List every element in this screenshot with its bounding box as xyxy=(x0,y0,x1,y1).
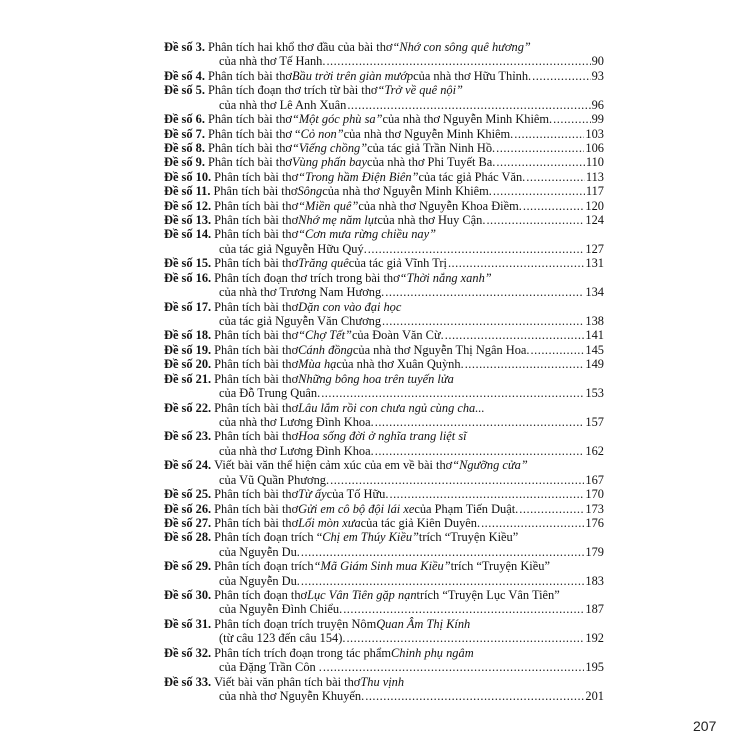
entry-work-title: “Chợ Tết” xyxy=(298,328,352,343)
toc-entry xyxy=(164,487,604,501)
entry-label: Đề số 3. xyxy=(164,40,205,54)
toc-entry-line xyxy=(164,631,604,645)
entry-work-title: “Ngưỡng cửa” xyxy=(452,458,528,473)
entry-text: Phân tích bài thơ xyxy=(214,198,299,213)
entry-page-number: 99 xyxy=(591,112,604,127)
entry-label: Đề số 33. xyxy=(164,674,212,689)
entry-text: Phân tích bài thơ xyxy=(214,515,299,530)
entry-work-title: “Trở về quê nội” xyxy=(377,83,463,98)
entry-work-title: Chị em Thúy Kiều” xyxy=(322,530,419,545)
entry-text: Phân tích đoạn trích xyxy=(214,559,314,574)
entry-page-number: 183 xyxy=(585,573,604,588)
toc-entry xyxy=(164,300,604,329)
entry-page-number: 170 xyxy=(585,487,604,502)
entry-page-number: 162 xyxy=(585,443,604,458)
entry-label: Đề số 9. xyxy=(164,155,205,170)
dot-leader xyxy=(343,602,584,616)
entry-text: Phân tích bài thơ “ xyxy=(207,126,301,141)
toc-entry-line xyxy=(164,487,604,501)
entry-author: của nhà thơ Lương Đình Khoa. xyxy=(219,443,374,458)
entry-work-title: Vùng phấn bay xyxy=(291,155,367,170)
entry-page-number: 93 xyxy=(591,68,604,83)
entry-text: của nhà thơ Nguyễn Minh Khiêm. xyxy=(382,112,553,127)
toc-entry xyxy=(164,170,604,184)
toc-entry-line xyxy=(164,689,604,703)
entry-page-number: 145 xyxy=(585,342,604,357)
entry-work-title: Sông xyxy=(297,184,323,199)
entry-label: Đề số 24. xyxy=(164,458,212,473)
toc-entry-line xyxy=(164,386,604,400)
entry-text: Phân tích bài thơ xyxy=(214,169,299,184)
entry-text: Phân tích bài thơ xyxy=(214,487,299,502)
entry-label: Đề số 26. xyxy=(164,501,212,516)
entry-label: Đề số 21. xyxy=(164,371,212,386)
entry-text: của Tố Hữu. xyxy=(326,487,389,502)
dot-leader xyxy=(326,54,590,68)
entry-page-number: 113 xyxy=(585,169,604,184)
entry-page-number: 103 xyxy=(585,126,604,141)
entry-work-title: Gửi em cô bộ đội lái xe xyxy=(298,501,415,516)
entry-text: Phân tích bài thơ xyxy=(207,140,292,155)
entry-work-title: Lâu lắm rồi con chưa ngủ cùng cha... xyxy=(298,400,485,415)
entry-label: Đề số 18. xyxy=(164,328,212,343)
dot-leader xyxy=(347,98,590,112)
table-of-contents xyxy=(164,40,604,703)
entry-author: của nhà thơ Nguyễn Khuyến. xyxy=(219,688,365,703)
dot-leader xyxy=(523,199,585,213)
entry-label: Đề số 8. xyxy=(164,140,205,155)
entry-label: Đề số 25. xyxy=(164,487,212,502)
entry-work-title: Cỏ non” xyxy=(300,126,344,141)
dot-leader xyxy=(445,328,585,342)
dot-leader xyxy=(532,69,590,83)
dot-leader xyxy=(346,631,584,645)
entry-text: của nhà thơ Huy Cận. xyxy=(377,213,486,228)
toc-entry-line xyxy=(164,372,604,386)
entry-author: của Đỗ Trung Quân. xyxy=(219,386,321,401)
toc-entry-line xyxy=(164,473,604,487)
toc-entry-line xyxy=(164,530,604,544)
entry-text: Phân tích bài thơ xyxy=(214,429,299,444)
entry-work-title: “Trong hầm Điện Biên” xyxy=(298,169,419,184)
toc-entry xyxy=(164,83,604,112)
toc-entry-line xyxy=(164,516,604,530)
entry-work-title: Trăng quê xyxy=(298,256,349,271)
entry-text: của Phạm Tiến Duật. xyxy=(414,501,519,516)
entry-text: Phân tích bài thơ xyxy=(214,342,299,357)
entry-text: của nhà thơ Nguyễn Thị Ngân Hoa. xyxy=(352,342,530,357)
entry-text: Phân tích đoạn trích truyện Nôm xyxy=(214,616,377,631)
entry-text: của tác giả Phác Văn. xyxy=(418,169,526,184)
entry-text: trích “Truyện Kiều” xyxy=(450,559,550,574)
toc-entry-line xyxy=(164,429,604,443)
toc-entry-line xyxy=(164,242,604,256)
toc-entry-line xyxy=(164,314,604,328)
entry-work-title: “Miền quê” xyxy=(298,198,359,213)
entry-work-title: Cánh đồng xyxy=(298,342,353,357)
entry-work-title: Chinh phụ ngâm xyxy=(391,645,474,660)
toc-entry-line xyxy=(164,69,604,83)
dot-leader xyxy=(382,314,584,328)
entry-work-title: “Nhớ con sông quê hương” xyxy=(392,40,531,54)
entry-label: Đề số 12. xyxy=(164,198,212,213)
entry-label: Đề số 28. xyxy=(164,530,212,545)
entry-page-number: 157 xyxy=(585,414,604,429)
entry-text: Phân tích bài thơ xyxy=(214,400,299,415)
entry-work-title: “Thời nắng xanh” xyxy=(399,270,492,285)
entry-work-title: Nhớ mẹ năm lụt xyxy=(298,213,378,228)
toc-entry xyxy=(164,530,604,559)
entry-page-number: 134 xyxy=(585,285,604,300)
entry-work-title: Lối mòn xưa xyxy=(298,515,361,530)
entry-text: Phân tích bài thơ xyxy=(214,501,299,516)
entry-page-number: 117 xyxy=(585,184,604,199)
toc-entry xyxy=(164,559,604,588)
entry-label: Đề số 23. xyxy=(164,429,212,444)
dot-leader xyxy=(323,660,585,674)
entry-label: Đề số 16. xyxy=(164,270,212,285)
entry-text: của nhà thơ Nguyễn Minh Khiêm. xyxy=(322,184,492,199)
entry-text: Phân tích bài thơ xyxy=(214,213,299,228)
entry-work-title: Thu vịnh xyxy=(360,674,405,689)
entry-text: của tác giả Vĩnh Trị xyxy=(348,256,447,271)
dot-leader xyxy=(385,285,584,299)
entry-label: Đề số 19. xyxy=(164,342,212,357)
dot-leader xyxy=(448,256,584,270)
toc-entry-line xyxy=(164,343,604,357)
dot-leader xyxy=(493,184,585,198)
entry-label: Đề số 6. xyxy=(164,112,205,127)
entry-label: Đề số 22. xyxy=(164,400,212,415)
entry-text: Phân tích bài thơ xyxy=(207,68,292,83)
toc-entry-line xyxy=(164,285,604,299)
entry-author: của Vũ Quần Phương. xyxy=(219,472,330,487)
entry-page-number: 90 xyxy=(591,54,604,69)
entry-page-number: 131 xyxy=(585,256,604,271)
entry-page-number: 167 xyxy=(585,472,604,487)
entry-text: trích “Truyện Lục Vân Tiên” xyxy=(416,588,560,603)
toc-entry-line xyxy=(164,328,604,342)
entry-author: của nhà thơ Lương Đình Khoa. xyxy=(219,414,374,429)
entry-work-title: Hoa sống đời ở nghĩa trang liệt sĩ xyxy=(298,429,467,444)
toc-entry xyxy=(164,429,604,458)
toc-entry-line xyxy=(164,675,604,689)
toc-entry-line xyxy=(164,227,604,241)
toc-entry-line xyxy=(164,646,604,660)
toc-entry xyxy=(164,646,604,675)
toc-entry-line xyxy=(164,112,604,126)
toc-entry-line xyxy=(164,458,604,472)
entry-label: Đề số 30. xyxy=(164,588,212,603)
entry-label: Đề số 27. xyxy=(164,515,212,530)
dot-leader xyxy=(486,213,584,227)
entry-page-number: 195 xyxy=(585,660,604,675)
toc-entry xyxy=(164,675,604,704)
toc-entry-line xyxy=(164,574,604,588)
toc-entry xyxy=(164,184,604,198)
entry-author: của nhà thơ Lê Anh Xuân xyxy=(219,97,347,112)
toc-entry xyxy=(164,69,604,83)
entry-work-title: Từ ấy xyxy=(298,487,327,502)
entry-author: của Nguyễn Du. xyxy=(219,573,300,588)
toc-entry xyxy=(164,401,604,430)
entry-page-number: 141 xyxy=(585,328,604,343)
entry-page-number: 192 xyxy=(585,631,604,646)
entry-text: của Đoàn Văn Cừ. xyxy=(351,328,444,343)
dot-leader xyxy=(553,112,590,126)
toc-entry-line xyxy=(164,502,604,516)
toc-entry xyxy=(164,372,604,401)
entry-work-title: Bầu trời trên giàn mướp xyxy=(291,68,414,83)
toc-entry xyxy=(164,40,604,69)
entry-author: của nhà thơ Tế Hanh. xyxy=(219,54,326,69)
entry-work-title: Lục Vân Tiên gặp nạn xyxy=(307,588,417,603)
toc-entry-line xyxy=(164,660,604,674)
toc-entry-line xyxy=(164,545,604,559)
entry-work-title: “Mã Giám Sinh mua Kiều” xyxy=(313,559,451,574)
toc-entry xyxy=(164,271,604,300)
entry-text: của tác giả Trần Ninh Hồ. xyxy=(367,140,496,155)
toc-entry xyxy=(164,141,604,155)
toc-entry-line xyxy=(164,617,604,631)
toc-entry xyxy=(164,127,604,141)
entry-label: Đề số 13. xyxy=(164,213,212,228)
entry-label: Đề số 5. xyxy=(164,83,205,98)
toc-entry xyxy=(164,516,604,530)
entry-text: Phân tích bài thơ xyxy=(214,357,299,372)
entry-work-title: “Một góc phù sa” xyxy=(291,112,383,127)
entry-text: Phân tích bài thơ xyxy=(207,112,292,127)
toc-entry-line xyxy=(164,98,604,112)
dot-leader xyxy=(330,473,584,487)
entry-page-number: 138 xyxy=(585,314,604,329)
toc-entry-line xyxy=(164,401,604,415)
entry-text: trích “Truyện Kiều” xyxy=(418,530,519,545)
entry-text: của nhà thơ Hữu Thỉnh. xyxy=(413,68,532,83)
entry-page-number: 96 xyxy=(591,97,604,112)
entry-author: (từ câu 123 đến câu 154). xyxy=(219,631,346,646)
entry-text: của nhà thơ Nguyễn Minh Khiêm. xyxy=(343,126,514,141)
entry-text: Phân tích bài thơ xyxy=(214,328,299,343)
dot-leader xyxy=(375,444,585,458)
entry-text: của nhà thơ Phi Tuyết Ba. xyxy=(366,155,496,170)
entry-text: Phân tích bài thơ xyxy=(214,227,299,242)
entry-page-number: 127 xyxy=(585,241,604,256)
dot-leader xyxy=(365,689,584,703)
entry-work-title: Mùa hạ xyxy=(298,357,337,372)
entry-text: Phân tích bài thơ xyxy=(213,184,298,199)
entry-label: Đề số 10. xyxy=(164,169,212,184)
entry-label: Đề số 15. xyxy=(164,256,212,271)
toc-entry-line xyxy=(164,213,604,227)
entry-page-number: 153 xyxy=(585,386,604,401)
toc-entry xyxy=(164,155,604,169)
entry-text: Phân tích đoạn thơ trích từ bài thơ xyxy=(207,83,378,98)
entry-author: của Nguyễn Đình Chiểu. xyxy=(219,602,343,617)
entry-label: Đề số 4. xyxy=(164,68,205,83)
entry-page-number: 176 xyxy=(585,515,604,530)
dot-leader xyxy=(496,155,584,169)
entry-page-number: 106 xyxy=(585,140,604,155)
toc-entry-line xyxy=(164,415,604,429)
toc-entry xyxy=(164,112,604,126)
entry-page-number: 173 xyxy=(585,501,604,516)
entry-page-number: 149 xyxy=(585,357,604,372)
entry-label: Đề số 11. xyxy=(164,184,211,199)
toc-entry-line xyxy=(164,199,604,213)
toc-entry-line xyxy=(164,271,604,285)
toc-entry-line xyxy=(164,602,604,616)
toc-entry-line xyxy=(164,40,604,54)
dot-leader xyxy=(301,574,585,588)
dot-leader xyxy=(465,357,585,371)
entry-author: của Đặng Trần Côn . xyxy=(219,660,322,675)
toc-entry xyxy=(164,502,604,516)
dot-leader xyxy=(481,516,584,530)
entry-author: của nhà thơ Trương Nam Hương. xyxy=(219,285,385,300)
toc-entry-line xyxy=(164,300,604,314)
dot-leader xyxy=(531,343,585,357)
page-number: 207 xyxy=(693,718,717,734)
entry-work-title: Những bông hoa trên tuyến lửa xyxy=(298,371,454,386)
entry-text: Phân tích đoạn trích “ xyxy=(214,530,323,545)
entry-text: của nhà thơ Nguyễn Khoa Điềm. xyxy=(358,198,522,213)
toc-entry-line xyxy=(164,127,604,141)
entry-text: Phân tích bài thơ xyxy=(214,256,299,271)
toc-entry-line xyxy=(164,184,604,198)
entry-text: của nhà thơ Xuân Quỳnh. xyxy=(336,357,464,372)
entry-author: của tác giả Nguyễn Văn Chương xyxy=(219,314,382,329)
entry-label: Đề số 7. xyxy=(164,126,205,141)
toc-entry xyxy=(164,343,604,357)
entry-page-number: 201 xyxy=(585,688,604,703)
entry-work-title: Dặn con vào đại học xyxy=(298,299,402,314)
toc-entry-line xyxy=(164,559,604,573)
dot-leader xyxy=(321,386,584,400)
entry-work-title: Quan Âm Thị Kính xyxy=(376,616,471,631)
dot-leader xyxy=(519,502,584,516)
toc-entry xyxy=(164,357,604,371)
toc-entry xyxy=(164,328,604,342)
entry-page-number: 110 xyxy=(585,155,604,170)
entry-author: của Nguyễn Du. xyxy=(219,544,300,559)
toc-entry xyxy=(164,588,604,617)
entry-text: Phân tích bài thơ xyxy=(214,299,299,314)
entry-label: Đề số 31. xyxy=(164,616,212,631)
entry-page-number: 120 xyxy=(585,198,604,213)
toc-entry-line xyxy=(164,141,604,155)
entry-text: Phân tích đoạn thơ xyxy=(214,588,308,603)
entry-work-title: “Cơn mưa rừng chiều nay” xyxy=(298,227,436,242)
dot-leader xyxy=(496,141,584,155)
toc-entry xyxy=(164,617,604,646)
toc-entry-line xyxy=(164,588,604,602)
entry-text: Phân tích hai khổ thơ đầu của bài thơ xyxy=(207,40,393,54)
entry-label: Đề số 29. xyxy=(164,559,212,574)
dot-leader xyxy=(375,415,585,429)
entry-text: Phân tích bài thơ xyxy=(214,371,299,386)
entry-page-number: 179 xyxy=(585,544,604,559)
toc-entry-line xyxy=(164,54,604,68)
dot-leader xyxy=(368,242,585,256)
entry-text: Phân tích đoạn thơ trích trong bài thơ xyxy=(214,270,400,285)
entry-work-title: “Viếng chồng” xyxy=(291,140,368,155)
toc-entry-line xyxy=(164,155,604,169)
entry-label: Đề số 20. xyxy=(164,357,212,372)
entry-label: Đề số 32. xyxy=(164,645,212,660)
entry-text: Phân tích bài thơ xyxy=(207,155,292,170)
toc-entry-line xyxy=(164,357,604,371)
toc-entry xyxy=(164,199,604,213)
entry-text: Viết bài văn thể hiện cảm xúc của em về bài thơ xyxy=(214,458,453,473)
toc-entry-line xyxy=(164,444,604,458)
toc-entry xyxy=(164,227,604,256)
toc-entry xyxy=(164,213,604,227)
dot-leader xyxy=(389,487,584,501)
entry-label: Đề số 17. xyxy=(164,299,212,314)
entry-label: Đề số 14. xyxy=(164,227,212,242)
entry-text: Phân tích trích đoạn trong tác phẩm xyxy=(214,645,392,660)
entry-text: Viết bài văn phân tích bài thơ xyxy=(214,674,361,689)
dot-leader xyxy=(514,127,584,141)
dot-leader xyxy=(301,545,585,559)
toc-entry xyxy=(164,256,604,270)
toc-entry-line xyxy=(164,83,604,97)
toc-entry-line xyxy=(164,170,604,184)
entry-text: của tác giả Kiên Duyên. xyxy=(360,515,481,530)
toc-entry xyxy=(164,458,604,487)
entry-page-number: 187 xyxy=(585,602,604,617)
dot-leader xyxy=(526,170,585,184)
entry-author: của tác giả Nguyễn Hữu Quý. xyxy=(219,241,367,256)
entry-page-number: 124 xyxy=(585,213,604,228)
toc-entry-line xyxy=(164,256,604,270)
